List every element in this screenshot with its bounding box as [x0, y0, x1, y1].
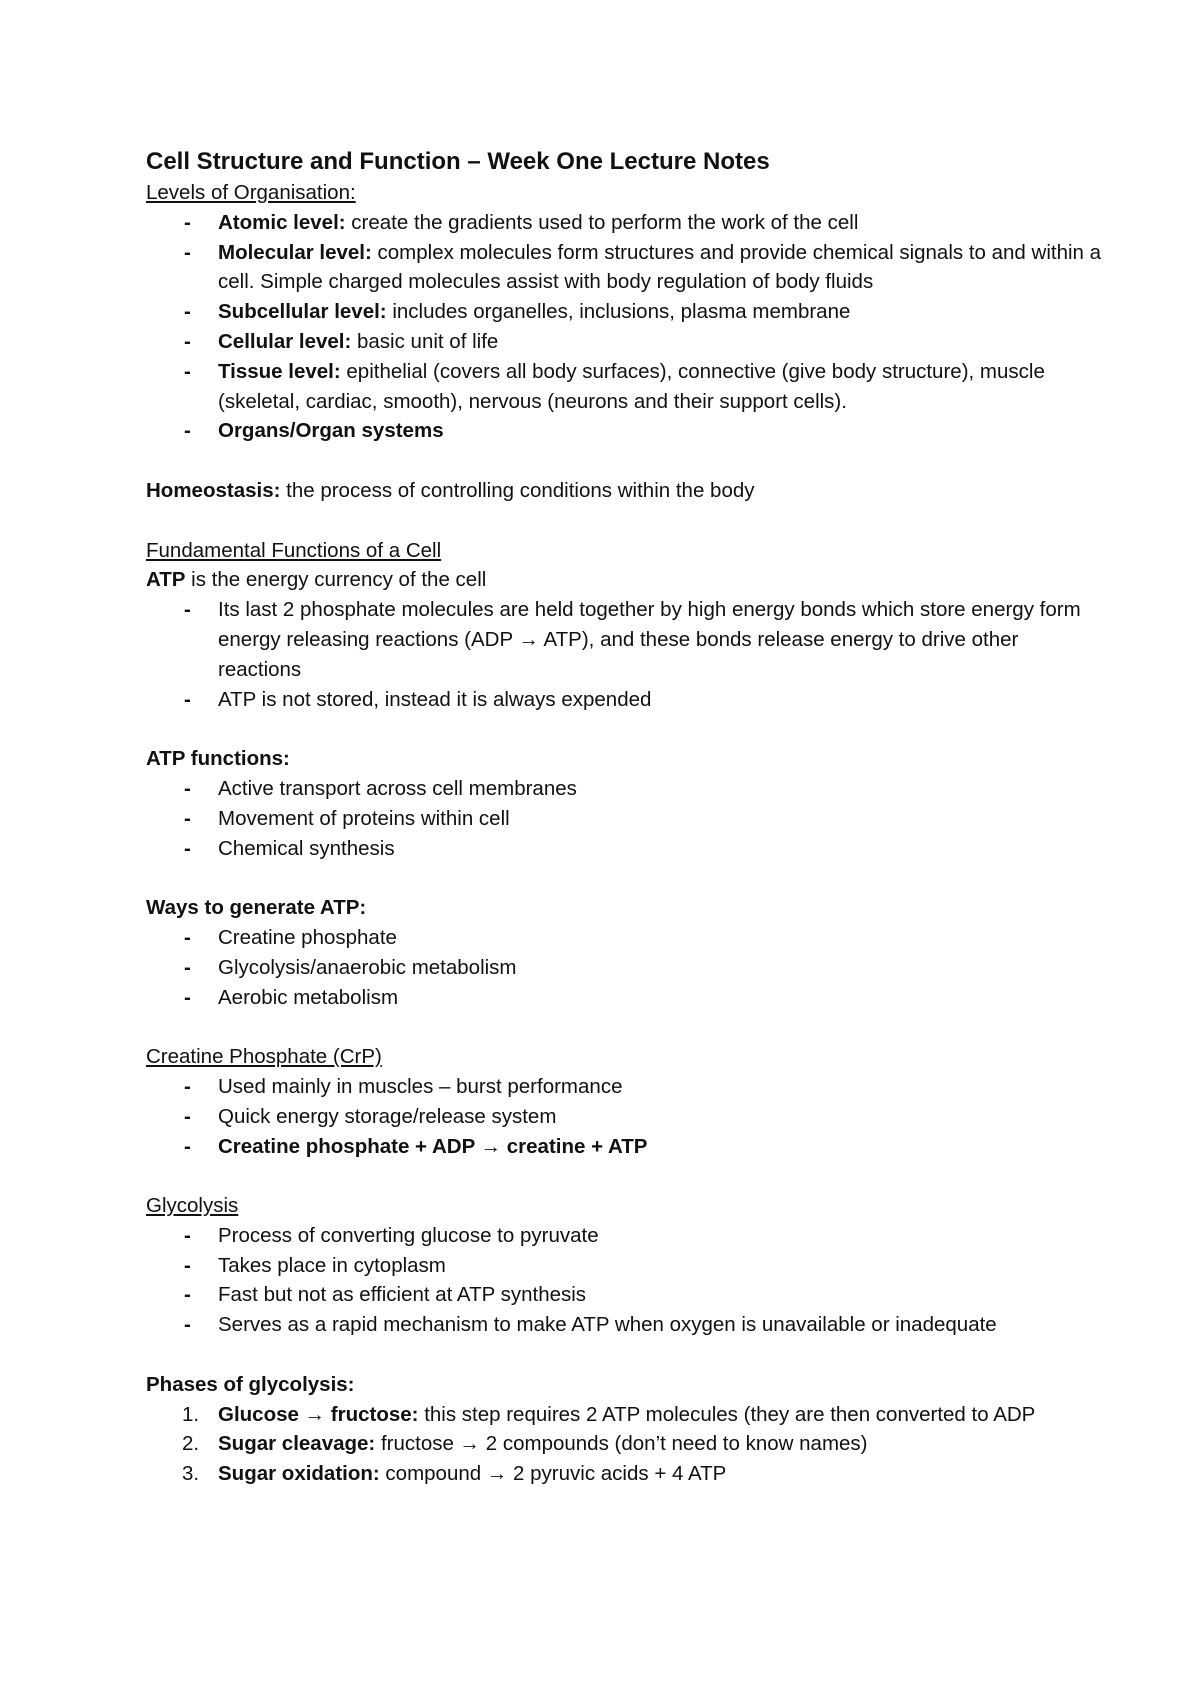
page-title: Cell Structure and Function – Week One Lecture Notes: [146, 148, 770, 175]
term: Tissue level:: [218, 359, 341, 383]
item-number: 3.: [182, 1462, 200, 1486]
term: Sugar oxidation:: [218, 1462, 380, 1486]
fundamental-heading: Fundamental Functions of a Cell: [146, 538, 442, 562]
fundamental-list: [146, 595, 1106, 714]
list-item: - Process of converting glucose to pyruvate: [146, 1221, 1106, 1251]
lecture-notes: [146, 146, 1106, 1489]
levels-heading: Levels of Organisation:: [146, 181, 356, 204]
list-item: [146, 238, 1106, 298]
definition: create the gradients used to perform the work of the cell: [345, 210, 859, 234]
definition: compound → 2 pyruvic acids + 4 ATP: [379, 1462, 727, 1486]
list-item: [146, 1400, 1106, 1430]
list-item: [146, 1429, 1106, 1459]
list-item: - ATP is not stored, instead it is always expended: [146, 685, 1106, 715]
list-item: - Chemical synthesis: [146, 834, 1106, 864]
list-item: - Glycolysis/anaerobic metabolism: [146, 953, 1106, 983]
list-item: [146, 416, 1106, 446]
definition: is the energy currency of the cell: [185, 568, 487, 592]
list-item: [146, 357, 1106, 417]
list-item: - Creatine phosphate + ADP → creatine + ATP: [146, 1132, 1106, 1162]
list-item: [146, 1459, 1106, 1489]
crp-heading: Creatine Phosphate (CrP): [146, 1045, 382, 1069]
phases-list: [146, 1400, 1106, 1489]
term: ATP: [146, 568, 186, 592]
list-item: [146, 208, 1106, 238]
list-item: - Aerobic metabolism: [146, 983, 1106, 1013]
list-item: - Fast but not as efficient at ATP synthesis: [146, 1280, 1106, 1310]
list-item: - Serves as a rapid mechanism to make ATP when oxygen is unavailable or inadequate: [146, 1310, 1106, 1340]
definition: basic unit of life: [351, 329, 499, 353]
list-item: - Creatine phosphate: [146, 923, 1106, 953]
crp-list: [146, 1072, 1106, 1161]
list-item: - Movement of proteins within cell: [146, 804, 1106, 834]
levels-list: [146, 208, 1106, 446]
list-item: [146, 327, 1106, 357]
definition: includes organelles, inclusions, plasma membrane: [386, 300, 851, 324]
definition: complex molecules form structures and provide chemical signals to and within a cell. Simple charged molecules assist with body regulation of body fluids: [218, 240, 1102, 294]
ways-heading: Ways to generate ATP:: [146, 896, 367, 920]
term: Sugar cleavage:: [218, 1432, 376, 1456]
fundamental-intro: [146, 565, 1106, 595]
homeostasis-paragraph: [146, 476, 1106, 506]
atp-functions-list: [146, 774, 1106, 863]
list-item: - Its last 2 phosphate molecules are held together by high energy bonds which store energy form energy releasing reactions (ADP → ATP), and these bonds release energy to drive other reactions: [146, 595, 1106, 684]
list-item: - Quick energy storage/release system: [146, 1102, 1106, 1132]
term: Homeostasis:: [146, 478, 281, 502]
definition: fructose → 2 compounds (don’t need to know names): [375, 1432, 868, 1456]
term: Atomic level:: [218, 210, 346, 234]
list-item: - Used mainly in muscles – burst performance: [146, 1072, 1106, 1102]
term: Organs/Organ systems: [218, 419, 444, 443]
term: Cellular level:: [218, 329, 352, 353]
definition: epithelial (covers all body surfaces), connective (give body structure), muscle (skeletal, cardiac, smooth), nervous (neurons and their support cells).: [218, 359, 1045, 413]
glycolysis-list: [146, 1221, 1106, 1340]
list-item: [146, 297, 1106, 327]
list-item: - Active transport across cell membranes: [146, 774, 1106, 804]
item-number: 2.: [182, 1432, 200, 1456]
term: Subcellular level:: [218, 300, 387, 324]
definition: the process of controlling conditions within the body: [280, 478, 755, 502]
ways-list: [146, 923, 1106, 1012]
item-number: 1.: [182, 1402, 200, 1426]
list-item: - Takes place in cytoplasm: [146, 1251, 1106, 1281]
atp-functions-heading: ATP functions:: [146, 747, 290, 771]
definition: this step requires 2 ATP molecules (they are then converted to ADP: [418, 1402, 1036, 1426]
term: Glucose → fructose:: [218, 1402, 419, 1426]
phases-heading: Phases of glycolysis:: [146, 1372, 355, 1396]
glycolysis-heading: Glycolysis: [146, 1194, 239, 1218]
term: Molecular level:: [218, 240, 372, 264]
